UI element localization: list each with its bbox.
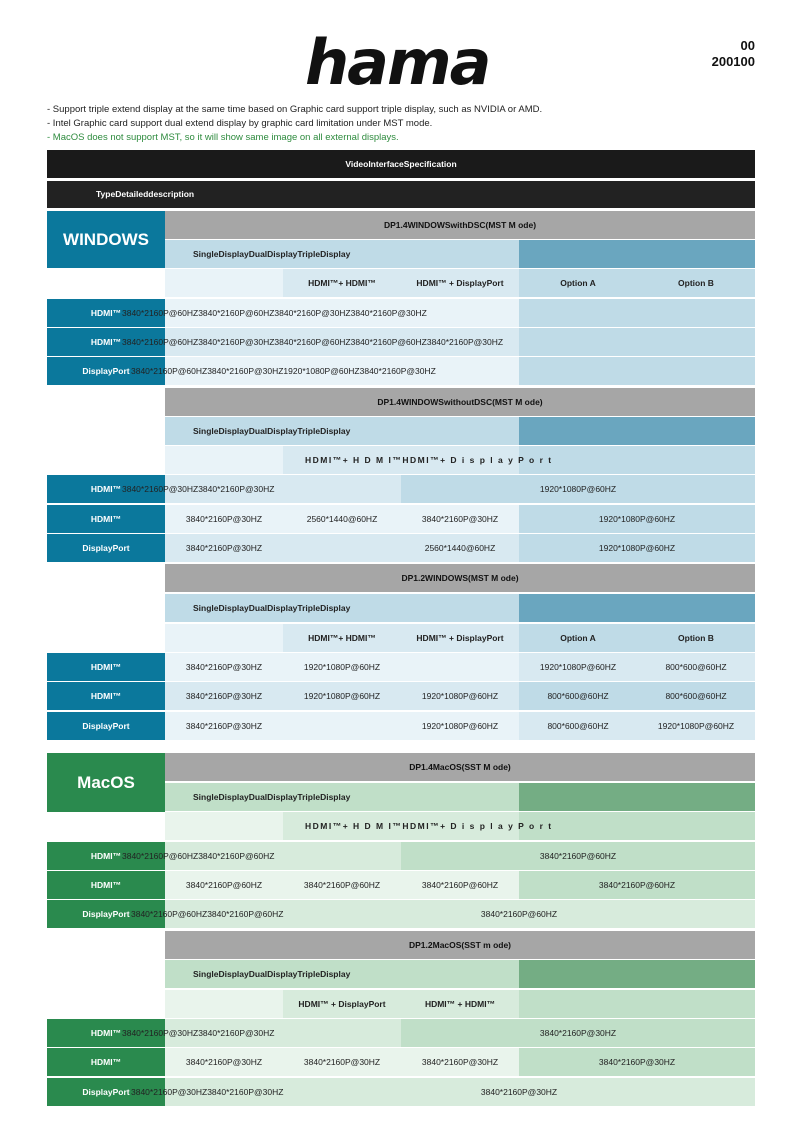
cell-value: 3840*2160P@30HZ (401, 1048, 519, 1076)
row-span-value: 3840*2160P@30HZ (519, 1048, 755, 1076)
row-value: 3840*2160P@60HZ3840*2160P@60HZ (131, 909, 284, 919)
column-header-row (47, 446, 755, 474)
table-row (47, 682, 755, 710)
port-label: HDMI™ (47, 328, 165, 356)
row-span-value: 3840*2160P@60HZ (401, 842, 755, 870)
port-label: DisplayPort (47, 357, 165, 385)
cell-value: 1920*1080P@60HZ (283, 682, 401, 710)
cell-value: 3840*2160P@60HZ (401, 871, 519, 899)
cell-value: 3840*2160P@60HZ (283, 871, 401, 899)
table-row (47, 1078, 755, 1106)
cell-value: 1920*1080P@60HZ (637, 712, 755, 740)
note-line: - Intel Graphic card support dual extend display by graphic card limitation under MST mode. (47, 118, 433, 129)
table-row (47, 842, 755, 870)
column-header: HDMI™ + DisplayPort (401, 624, 519, 652)
port-label: HDMI™ (47, 299, 165, 327)
table-row (47, 1019, 755, 1047)
table-title: VideoInterfaceSpecification (47, 150, 755, 178)
display-modes: SingleDisplayDualDisplayTripleDisplay (165, 783, 519, 811)
display-modes-row (47, 240, 755, 268)
doc-code-line1: 00 (740, 38, 755, 53)
type-header-label: TypeDetaileddescription (96, 189, 195, 199)
cell-value: 3840*2160P@30HZ (283, 1048, 401, 1076)
display-modes-row (47, 783, 755, 811)
table-row (47, 328, 755, 356)
row-span-value: 3840*2160P@30HZ (401, 1019, 755, 1047)
column-header: HDMI™+ HDMI™ (283, 269, 401, 297)
row-span-value: 1920*1080P@60HZ (519, 505, 755, 533)
cell-value: 800*600@60HZ (519, 682, 637, 710)
section-title-row (47, 753, 755, 781)
section-title: DP1.2WINDOWS(MST M ode) (165, 564, 755, 592)
cell-value: 3840*2160P@30HZ (165, 505, 283, 533)
row-value: 3840*2160P@60HZ3840*2160P@30HZ1920*1080P@60HZ3840*2160P@30HZ (131, 366, 436, 376)
column-header: HDMI™+ HDMI™ (283, 624, 401, 652)
section-title-row (47, 564, 755, 592)
display-modes: SingleDisplayDualDisplayTripleDisplay (165, 417, 519, 445)
port-label: DisplayPort (47, 712, 165, 740)
row-value: 3840*2160P@30HZ3840*2160P@30HZ (131, 1087, 284, 1097)
table-row (47, 1048, 755, 1076)
row-value: 3840*2160P@60HZ3840*2160P@60HZ (122, 851, 275, 861)
column-header: HDMI™ + HDMI™ (401, 990, 519, 1018)
port-label: HDMI™ (47, 505, 165, 533)
note-line-macos: - MacOS does not support MST, so it will show same image on all external displays. (47, 132, 399, 143)
windows-label: WINDOWS (47, 211, 165, 268)
port-label: HDMI™ (47, 1019, 165, 1047)
display-modes-row (47, 594, 755, 622)
row-span-value: 3840*2160P@60HZ (519, 871, 755, 899)
port-label: HDMI™ (47, 842, 165, 870)
cell-value: 3840*2160P@30HZ (165, 712, 283, 740)
port-label: DisplayPort (47, 1078, 165, 1106)
row-span-value: 3840*2160P@60HZ (283, 900, 755, 928)
table-row (47, 357, 755, 385)
row-span-value: 3840*2160P@30HZ (283, 1078, 755, 1106)
cell-value: 1920*1080P@60HZ (519, 653, 637, 681)
cell-value: 1920*1080P@60HZ (283, 653, 401, 681)
display-modes-row (47, 417, 755, 445)
table-row (47, 534, 755, 562)
table-row (47, 653, 755, 681)
brand-wordmark: hama (305, 34, 490, 94)
cell-value: 800*600@60HZ (519, 712, 637, 740)
column-header-row (47, 812, 755, 840)
display-modes: SingleDisplayDualDisplayTripleDisplay (165, 594, 519, 622)
table-row (47, 475, 755, 503)
display-modes-fill (519, 240, 755, 268)
row-value: 3840*2160P@60HZ3840*2160P@60HZ3840*2160P@30HZ3840*2160P@30HZ (122, 308, 427, 318)
row-span-value: 1920*1080P@60HZ (519, 534, 755, 562)
table-row (47, 299, 755, 327)
column-header: HDMI™ + DisplayPort (401, 269, 519, 297)
section-title-row (47, 211, 755, 239)
display-modes: SingleDisplayDualDisplayTripleDisplay (165, 240, 519, 268)
section-title-row (47, 388, 755, 416)
table-row (47, 712, 755, 740)
doc-code-line2: 200100 (711, 54, 755, 69)
section-title: DP1.2MacOS(SST m ode) (165, 931, 755, 959)
note-line: - Support triple extend display at the same time based on Graphic card support triple display, such as NVIDIA or AMD. (47, 104, 543, 115)
column-header: Option A (519, 624, 637, 652)
section-title: DP1.4WINDOWSwithDSC(MST M ode) (165, 211, 755, 239)
row-value: 3840*2160P@30HZ3840*2160P@30HZ (122, 484, 275, 494)
column-header-empty (165, 269, 283, 297)
column-header: Option A (519, 269, 637, 297)
cell-value: 3840*2160P@30HZ (165, 653, 283, 681)
cell-value: 3840*2160P@60HZ (165, 871, 283, 899)
port-label: HDMI™ (47, 475, 165, 503)
notes (47, 103, 542, 145)
port-label: DisplayPort (47, 534, 165, 562)
cell-value: 3840*2160P@30HZ (165, 534, 283, 562)
display-modes: SingleDisplayDualDisplayTripleDisplay (165, 960, 519, 988)
column-header-row (47, 624, 755, 652)
port-label: HDMI™ (47, 653, 165, 681)
cell-value: 2560*1440@60HZ (283, 505, 401, 533)
cell-value: 1920*1080P@60HZ (401, 682, 519, 710)
section-title: DP1.4WINDOWSwithoutDSC(MST M ode) (165, 388, 755, 416)
macos-label: MacOS (47, 753, 165, 812)
table-row (47, 871, 755, 899)
row-value: 3840*2160P@30HZ3840*2160P@30HZ (122, 1028, 275, 1038)
row-span-value: 1920*1080P@60HZ (401, 475, 755, 503)
column-header-row (47, 990, 755, 1018)
cell-value: 2560*1440@60HZ (401, 534, 519, 562)
column-header: Option B (637, 624, 755, 652)
port-label: DisplayPort (47, 900, 165, 928)
column-header-row (47, 269, 755, 297)
type-header (47, 181, 755, 208)
column-header: Option B (637, 269, 755, 297)
row-value: 3840*2160P@60HZ3840*2160P@30HZ3840*2160P@60HZ3840*2160P@60HZ3840*2160P@30HZ (122, 337, 504, 347)
table-row (47, 505, 755, 533)
hama-logo (305, 34, 495, 94)
port-label: HDMI™ (47, 682, 165, 710)
display-modes-row (47, 960, 755, 988)
cell-value: 1920*1080P@60HZ (401, 712, 519, 740)
port-label: HDMI™ (47, 1048, 165, 1076)
column-header: HDMI™+ H D M I™HDMI™+ D i s p l a y P o r t (305, 821, 553, 831)
table-row (47, 900, 755, 928)
cell-value: 800*600@60HZ (637, 682, 755, 710)
column-header: HDMI™ + DisplayPort (283, 990, 401, 1018)
column-header: HDMI™+ H D M I™HDMI™+ D i s p l a y P o r t (305, 455, 553, 465)
cell-value: 3840*2160P@30HZ (165, 682, 283, 710)
section-title-row (47, 931, 755, 959)
section-title: DP1.4MacOS(SST M ode) (165, 753, 755, 781)
cell-value: 3840*2160P@30HZ (401, 505, 519, 533)
cell-value: 800*600@60HZ (637, 653, 755, 681)
cell-value: 3840*2160P@30HZ (165, 1048, 283, 1076)
port-label: HDMI™ (47, 871, 165, 899)
